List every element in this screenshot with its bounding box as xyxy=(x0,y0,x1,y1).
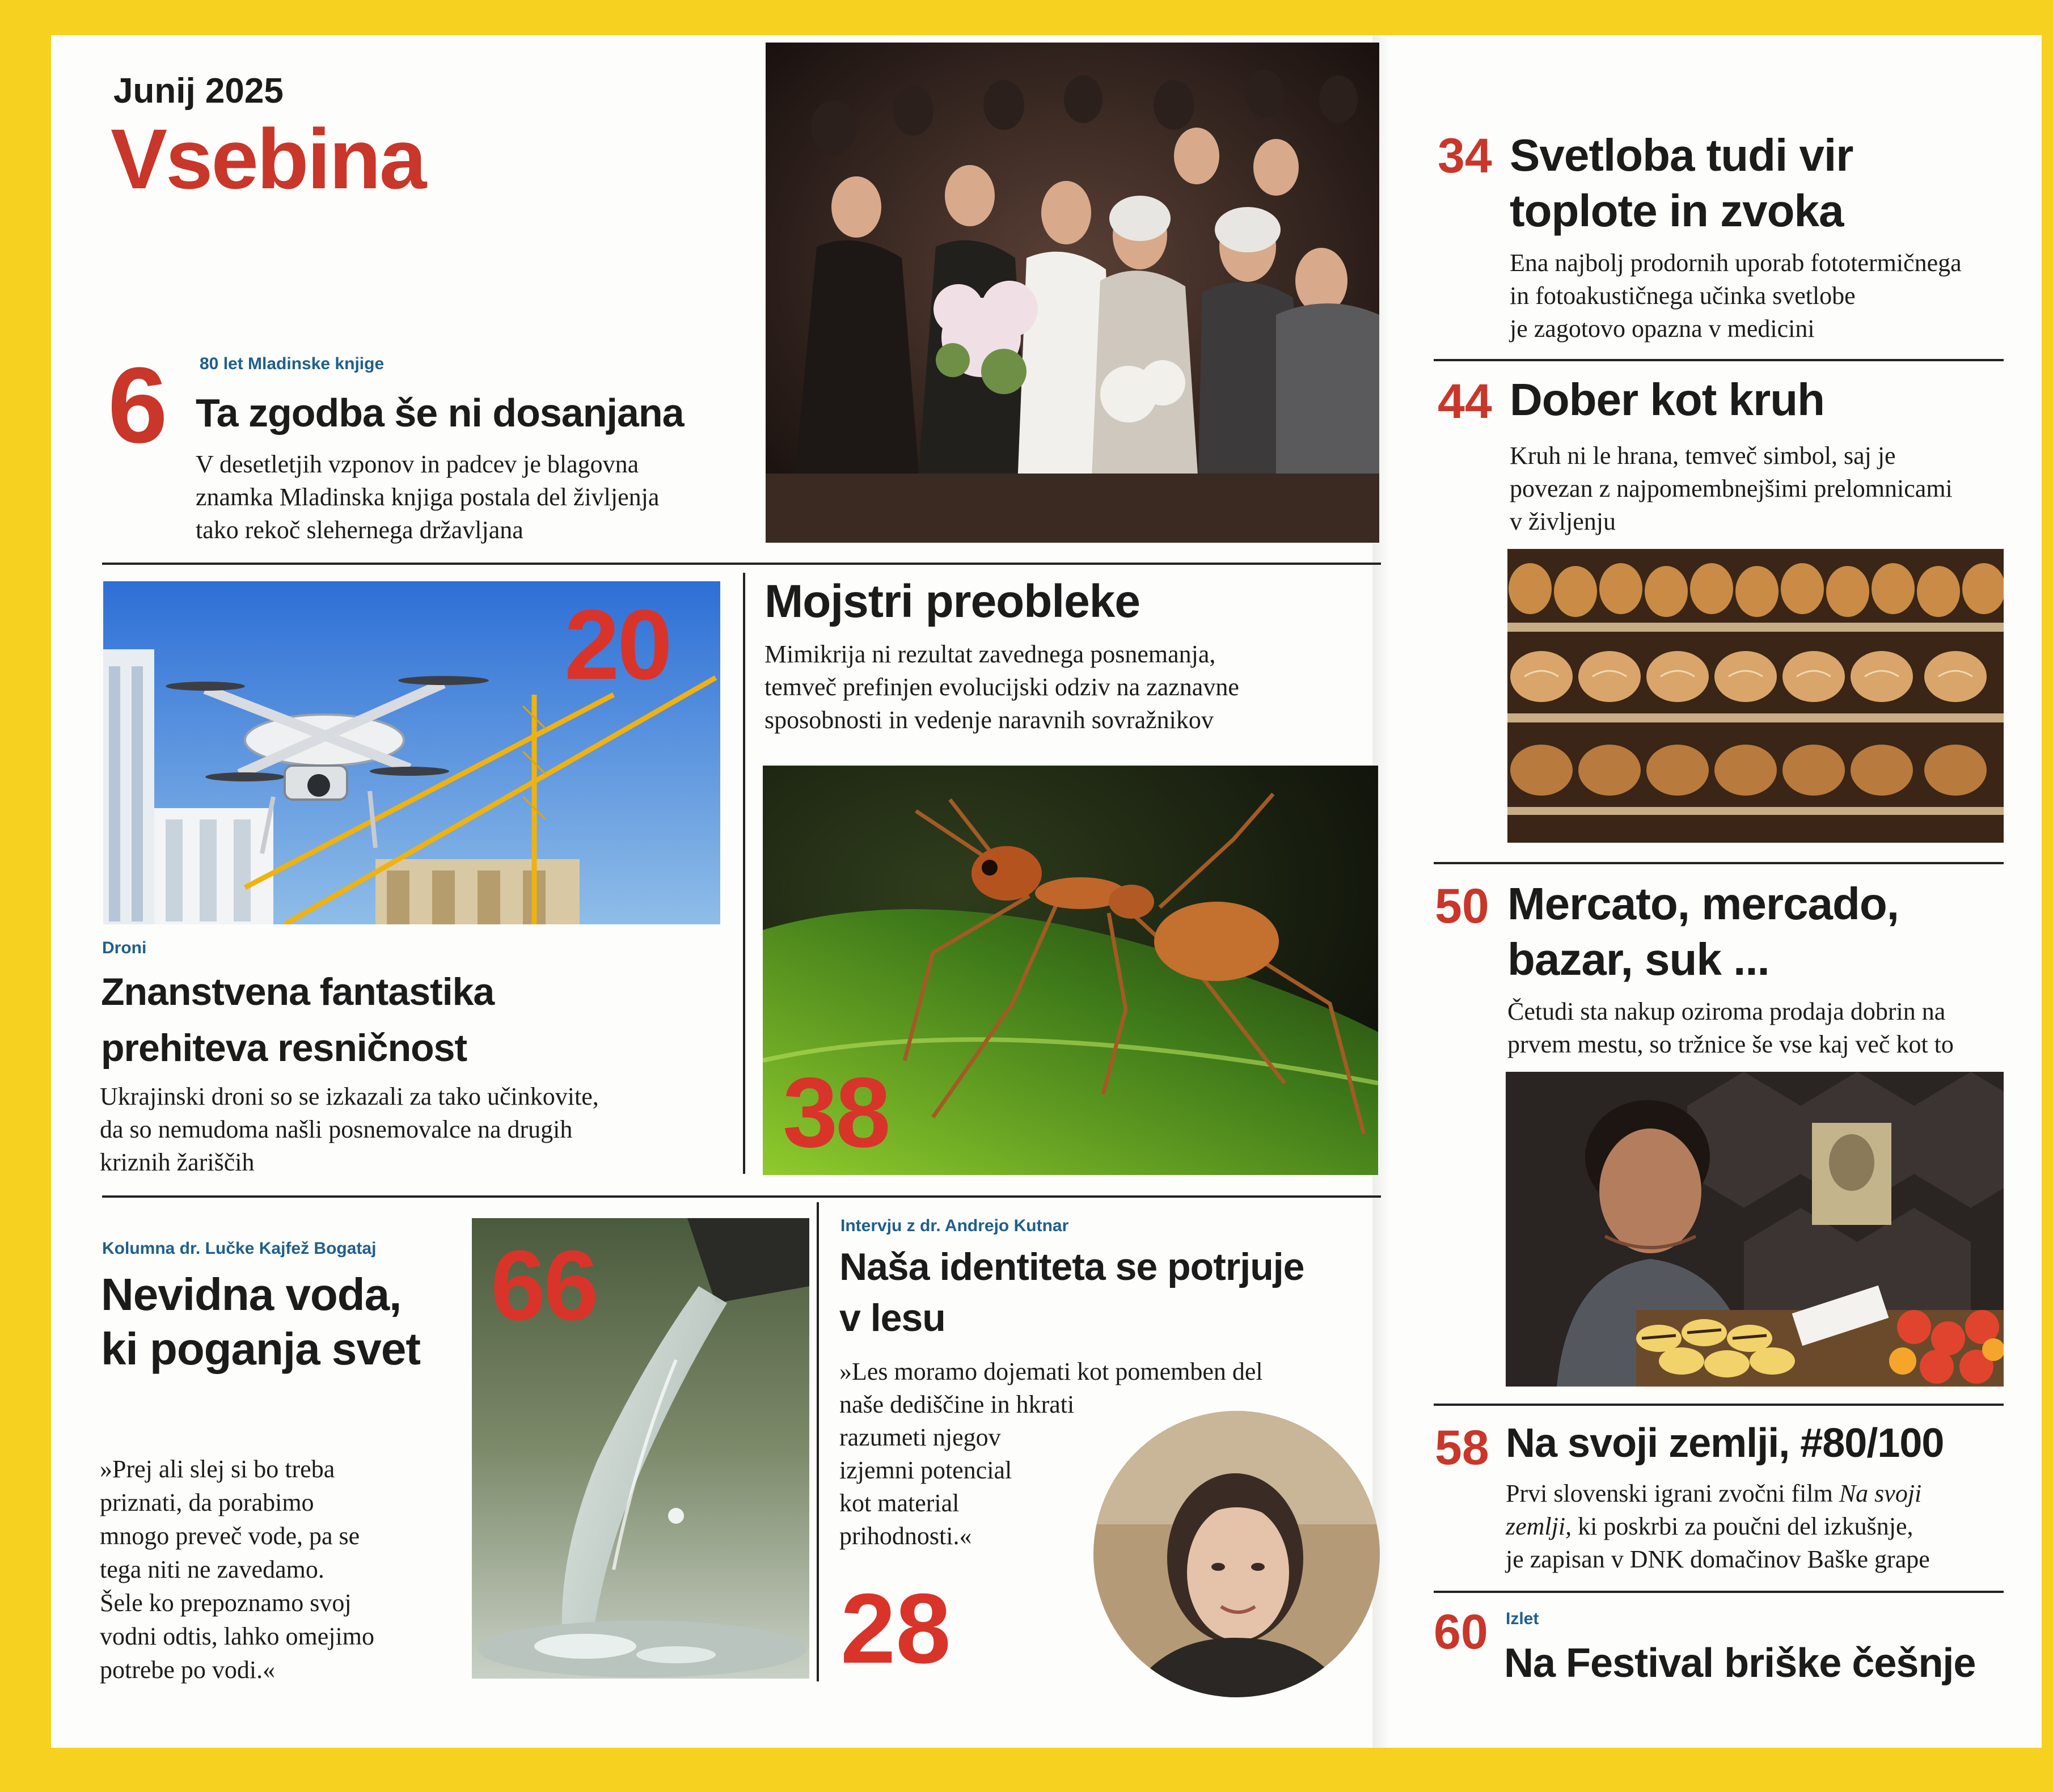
issue-date: Junij 2025 xyxy=(113,71,284,111)
teaser-44: Kruh ni le hrana, temveč simbol, saj je povezan z najpomembnejšimi prelomnicami v življenju xyxy=(1510,442,1953,536)
headline-38[interactable]: Mojstri preobleke xyxy=(764,576,1140,627)
teaser-58: Prvi slovenski igrani zvočni film Na svoji zemlji, ki poskrbi za poučni del izkušnje, je zapisan v DNK domačinov Baške grape xyxy=(1506,1480,1930,1574)
page-title: Vsebina xyxy=(111,111,425,206)
page-number-66: 66 xyxy=(491,1231,597,1341)
page-number-44: 44 xyxy=(1438,374,1492,429)
headline-6[interactable]: Ta zgodba še ni dosanjana xyxy=(196,391,684,435)
teaser-6: V desetletjih vzponov in padcev je blagovna znamka Mladinska knjiga postala del življenja tako rekoč slehernega državljana xyxy=(196,450,660,544)
rule-vertical-bottom xyxy=(817,1202,819,1681)
rule-mid-left xyxy=(102,1195,1381,1198)
headline-50[interactable]: Mercato, mercado, bazar, suk ... xyxy=(1507,878,1899,984)
teaser-50: Četudi sta nakup oziroma prodaja dobrin na prvem mestu, so tržnice še vse kaj več kot to xyxy=(1507,998,1954,1059)
teaser-28: »Les moramo dojemati kot pomemben del naše dediščine in hkrati razumeti njegov izjemni potencial kot material prihodnosti.« xyxy=(839,1358,1263,1550)
kicker-izlet: Izlet xyxy=(1506,1609,1539,1628)
headline-66[interactable]: Nevidna voda, ki poganja svet xyxy=(101,1269,420,1374)
headline-44[interactable]: Dober kot kruh xyxy=(1510,374,1824,425)
teaser-38: Mimikrija ni rezultat zavednega posnemanja, temveč prefinjen evolucijski odziv na zaznavne sposobnosti in vedenje naravnih sovražnikov xyxy=(764,640,1239,734)
teaser-20: Ukrajinski droni so se izkazali za tako učinkovite, da so nemudoma našli posnemovalce na drugih kriznih žariščih xyxy=(100,1083,599,1177)
page-number-60: 60 xyxy=(1434,1605,1488,1659)
page-number-6: 6 xyxy=(108,345,168,466)
headline-34[interactable]: Svetloba tudi vir toplote in zvoka xyxy=(1510,130,1853,236)
rule-vertical-middle xyxy=(743,573,745,1174)
portrait-photo xyxy=(1093,1411,1380,1697)
kicker-intervju: Intervju z dr. Andrejo Kutnar xyxy=(840,1216,1069,1235)
bread-photo xyxy=(1507,549,2004,843)
rule-top-left xyxy=(102,563,1381,565)
headline-60[interactable]: Na Festival briške češnje xyxy=(1504,1641,1976,1686)
market-photo xyxy=(1506,1072,2004,1387)
rule-right-3 xyxy=(1434,1404,2004,1406)
kicker-80-let: 80 let Mladinske knjige xyxy=(200,354,385,373)
page-number-50: 50 xyxy=(1435,879,1489,933)
headline-28[interactable]: Naša identiteta se potrjuje v lesu xyxy=(839,1245,1304,1339)
teaser-34: Ena najbolj prodornih uporab fototermičnega in fotoakustičnega učinka svetlobe je zagotovo opazna v medicini xyxy=(1510,249,1962,343)
rule-right-4 xyxy=(1434,1591,2004,1593)
page-number-28: 28 xyxy=(840,1574,951,1684)
headline-58[interactable]: Na svoji zemlji, #80/100 xyxy=(1506,1421,1944,1466)
audience-photo xyxy=(766,43,1379,543)
page-number-58: 58 xyxy=(1435,1421,1489,1475)
kicker-kolumna: Kolumna dr. Lučke Kajfež Bogataj xyxy=(102,1239,377,1258)
kicker-droni: Droni xyxy=(102,939,147,957)
rule-right-1 xyxy=(1434,359,2004,361)
rule-right-2 xyxy=(1434,862,2004,864)
headline-20[interactable]: Znanstvena fantastika prehiteva resničnost xyxy=(101,970,495,1070)
page-number-38: 38 xyxy=(783,1058,889,1168)
page-number-34: 34 xyxy=(1438,129,1492,183)
teaser-66: »Prej ali slej si bo treba priznati, da porabimo mnogo preveč vode, pa se tega niti ne zavedamo. Šele ko prepoznamo svoj vodni odtis, lahko omejimo potrebe po vodi.« xyxy=(100,1455,374,1684)
page-number-20: 20 xyxy=(564,590,670,700)
